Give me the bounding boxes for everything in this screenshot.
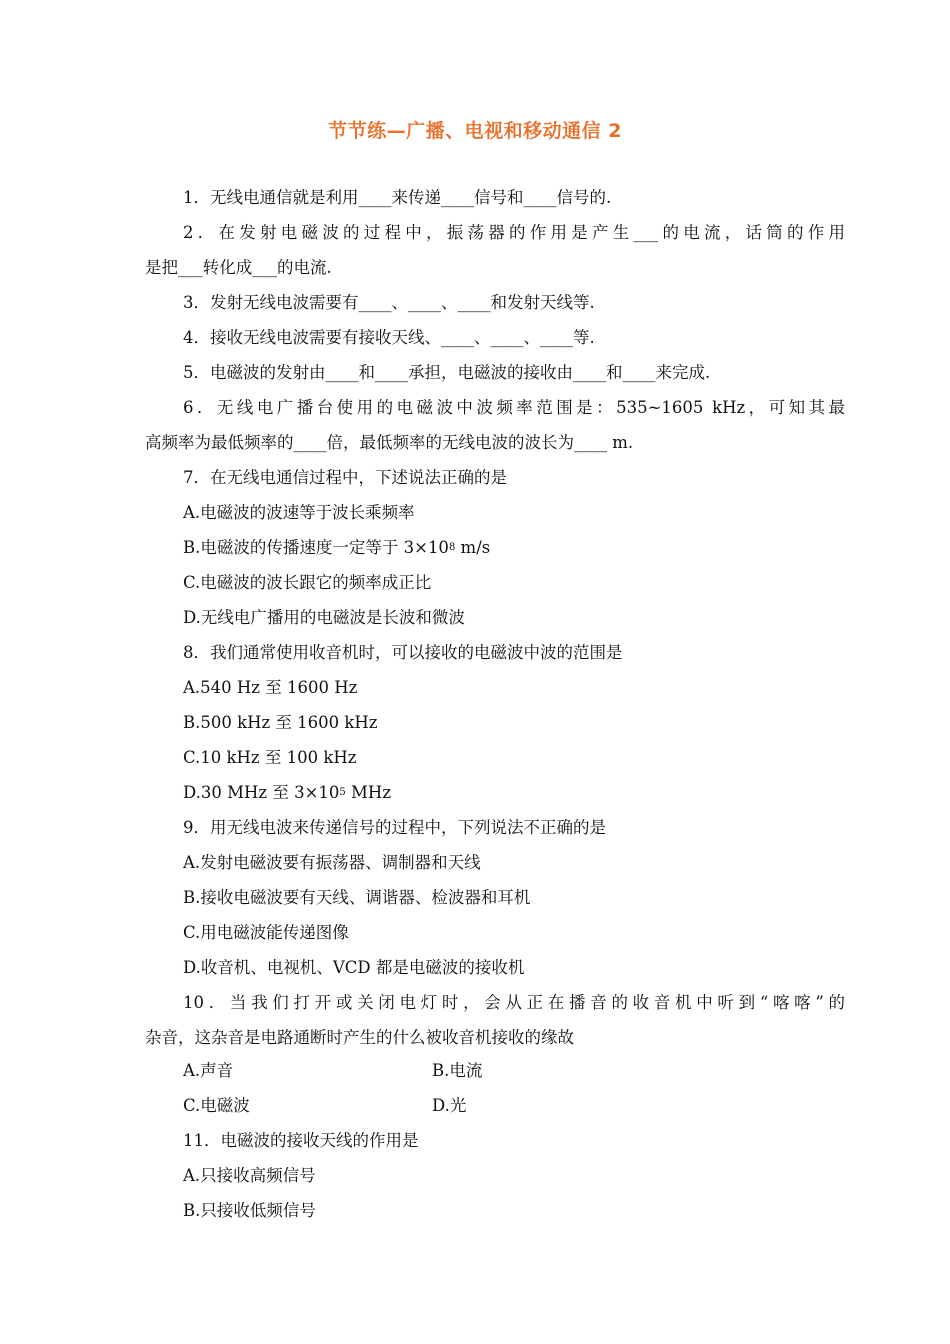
page-title: 节节练—广播、电视和移动通信 2 — [328, 120, 622, 142]
question-7-option-c: C.电磁波的波长跟它的频率成正比 — [183, 573, 432, 592]
question-10-option-c: C.电磁波 — [183, 1096, 250, 1115]
question-9-option-b: B.接收电磁波要有天线、调谐器、检波器和耳机 — [183, 888, 531, 907]
question-8: 8．我们通常使用收音机时，可以接收的电磁波中波的范围是 — [183, 643, 623, 662]
question-2-line-2: 是把___转化成___的电流. — [145, 258, 332, 277]
question-7-option-a: A.电磁波的波速等于波长乘频率 — [183, 503, 415, 522]
question-5: 5．电磁波的发射由____和____承担，电磁波的接收由____和____来完成. — [183, 363, 711, 382]
question-11: 11．电磁波的接收天线的作用是 — [183, 1131, 419, 1150]
question-7: 7．在无线电通信过程中，下述说法正确的是 — [183, 468, 507, 487]
question-10-option-a: A.声音 — [183, 1061, 234, 1080]
option-b-text: B.电磁波的传播速度一定等于 3×10 — [183, 538, 449, 557]
question-4: 4．接收无线电波需要有接收天线、____、____、____等. — [183, 328, 595, 347]
question-9-option-d: D.收音机、电视机、VCD 都是电磁波的接收机 — [183, 958, 525, 977]
option-d-text: D.30 MHz 至 3×10 — [183, 783, 340, 802]
question-9-option-c: C.用电磁波能传递图像 — [183, 923, 349, 942]
question-7-option-d: D.无线电广播用的电磁波是长波和微波 — [183, 608, 465, 627]
question-10-option-b: B.电流 — [432, 1061, 483, 1080]
question-3: 3．发射无线电波需要有____、____、____和发射天线等. — [183, 293, 595, 312]
question-2-line-1: 2．在发射电磁波的过程中，振荡器的作用是产生___的电流，话筒的作用 — [183, 223, 845, 242]
question-9: 9．用无线电波来传递信号的过程中，下列说法不正确的是 — [183, 818, 606, 837]
question-8-option-a: A.540 Hz 至 1600 Hz — [183, 678, 358, 697]
question-10-line-2: 杂音，这杂音是电路通断时产生的什么被收音机接收的缘故 — [145, 1028, 574, 1047]
question-10-line-1: 10．当我们打开或关闭电灯时，会从正在播音的收音机中听到“喀喀”的 — [183, 993, 845, 1012]
question-6-line-1: 6．无线电广播台使用的电磁波中波频率范围是：535~1605 kHz，可知其最 — [183, 398, 845, 417]
question-1: 1．无线电通信就是利用____来传递____信号和____信号的. — [183, 188, 612, 207]
unit: m/s — [455, 538, 491, 557]
question-8-option-d — [183, 782, 391, 804]
question-6-line-2: 高频率为最低频率的____倍，最低频率的无线电波的波长为____ m. — [145, 433, 634, 452]
question-11-option-a: A.只接收高频信号 — [183, 1166, 316, 1185]
exponent: 8 — [448, 542, 456, 553]
question-7-option-b — [183, 537, 490, 559]
unit: MHz — [345, 783, 392, 802]
question-9-option-a: A.发射电磁波要有振荡器、调制器和天线 — [183, 853, 481, 872]
question-8-option-c: C.10 kHz 至 100 kHz — [183, 748, 357, 767]
question-10-option-d: D.光 — [432, 1096, 467, 1115]
exponent: 5 — [339, 787, 346, 798]
question-11-option-b: B.只接收低频信号 — [183, 1201, 316, 1220]
question-8-option-b: B.500 kHz 至 1600 kHz — [183, 713, 378, 732]
